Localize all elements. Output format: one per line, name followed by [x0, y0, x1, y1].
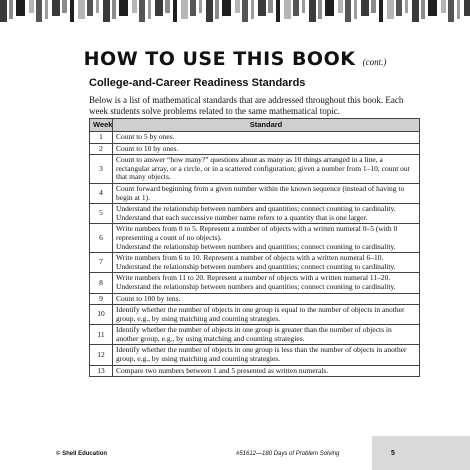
standard-cell — [113, 293, 420, 305]
banner-stripe — [112, 0, 116, 19]
table-header-row — [90, 119, 420, 132]
standard-cell — [113, 345, 420, 365]
intro-line: students solve problems related to the same mathematical topic. — [110, 105, 340, 116]
table-row — [90, 345, 420, 365]
standards-table-body — [90, 132, 420, 377]
week-cell: 5 — [90, 204, 113, 224]
banner-stripe — [132, 0, 137, 13]
week-cell: 7 — [90, 253, 113, 273]
standard-cell — [113, 143, 420, 155]
week-cell: 8 — [90, 273, 113, 293]
banner-stripe — [235, 0, 240, 13]
standard-text: Understand the relationship between numbers and quantities; connect counting to cardinality. — [116, 204, 396, 214]
banner-stripe — [379, 0, 383, 22]
copyright-text: © Shell Education — [56, 451, 108, 457]
banner-stripe — [371, 0, 376, 13]
standard-text: Understand the relationship between numbers and quantities; connect counting to cardinality. — [116, 261, 396, 271]
standard-text: Write numbers from 0 to 5. Represent a number of objects with a written numeral 0–5 (with 0 representing a count of no objects). — [116, 224, 398, 242]
standard-text: Identify whether the number of objects in one group is less than the number of objects in another group, e.g., by using matching and counting strategies. — [116, 345, 407, 364]
book-reference: #51612—180 Days of Problem Solving — [236, 451, 340, 457]
standard-cell — [113, 155, 420, 184]
table-row — [90, 293, 420, 305]
header-week: Week — [90, 119, 113, 132]
week-cell: 9 — [90, 293, 113, 305]
standard-cell — [113, 305, 420, 325]
standard-cell — [113, 132, 420, 144]
banner-stripe — [276, 0, 280, 22]
standard-cell — [113, 224, 420, 253]
banner-stripe — [52, 0, 60, 16]
intro-line: Below is a list of mathematical standards that are addressed throughout this book. Each week — [89, 95, 404, 116]
standard-text: Understand the relationship between numbers and quantities; connect counting to cardinality. — [116, 241, 396, 251]
page-title — [0, 48, 470, 70]
standard-cell — [113, 325, 420, 345]
banner-stripe — [103, 0, 110, 22]
standard-text: Identify whether the number of objects in one group is equal to the number of objects in another group, e.g., by using matching and counting strategies. — [116, 305, 405, 323]
week-cell: 10 — [90, 305, 113, 325]
banner-stripe — [242, 0, 248, 22]
week-cell: 4 — [90, 183, 113, 203]
week-cell: 1 — [90, 132, 113, 144]
standard-text: Compare two numbers between 1 and 5 presented as written numerals. — [116, 365, 329, 375]
banner-stripe — [387, 0, 394, 19]
decorative-stripe-banner — [0, 0, 470, 22]
banner-stripe — [412, 0, 419, 22]
standard-text: Count to answer “how many?” questions about as many as 10 things arranged in a line, a rectangular array, or a circle, or in a scattered configuration; given a number from 1–10, count out that many objects. — [116, 155, 410, 182]
standard-cell — [113, 273, 420, 293]
standard-cell — [113, 183, 420, 203]
week-cell: 11 — [90, 325, 113, 345]
banner-stripe — [190, 0, 196, 16]
banner-stripe — [181, 0, 188, 19]
table-row — [90, 224, 420, 253]
banner-stripe — [62, 0, 67, 13]
banner-stripe — [251, 0, 254, 19]
standard-text: Write numbers from 6 to 10. Represent a number of objects with a written numeral 6–10. — [116, 253, 384, 263]
table-row — [90, 143, 420, 155]
banner-stripe — [165, 0, 170, 13]
table-row — [90, 305, 420, 325]
banner-stripe — [222, 0, 231, 16]
week-cell: 6 — [90, 224, 113, 253]
table-row — [90, 183, 420, 203]
banner-stripe — [199, 0, 202, 13]
banner-stripe — [325, 0, 334, 16]
standard-text: Write numbers from 11 to 20. Represent a number of objects with a written numeral 11–20. — [116, 273, 391, 283]
banner-stripe — [464, 0, 470, 16]
banner-stripe — [268, 0, 273, 13]
standard-text: Understand that each successive number name refers to a quantity that is one larger. — [116, 212, 368, 222]
table-row — [90, 204, 420, 224]
table-row — [90, 325, 420, 345]
standard-text: Count to 10 by ones. — [116, 143, 179, 153]
banner-stripe — [16, 0, 25, 16]
week-cell: 13 — [90, 365, 113, 377]
page-title-main: HOW TO USE THIS BOOK — [83, 48, 356, 70]
banner-stripe — [448, 0, 454, 22]
banner-stripe — [345, 0, 351, 22]
banner-stripe — [70, 0, 74, 22]
banner-stripe — [87, 0, 93, 16]
banner-stripe — [9, 0, 13, 19]
banner-stripe — [354, 0, 357, 19]
banner-stripe — [45, 0, 48, 19]
standard-text: Count forward beginning from a given number within the known sequence (instead of having to begin at 1). — [116, 183, 405, 202]
banner-stripe — [139, 0, 145, 22]
banner-stripe — [215, 0, 219, 19]
header-standard: Standard — [113, 119, 420, 132]
banner-stripe — [78, 0, 85, 19]
standard-text: Identify whether the number of objects in one group is greater than the number of objects in another group, e.g., by using matching and counting strategies. — [116, 325, 392, 343]
page-title-cont: (cont.) — [362, 57, 387, 67]
banner-stripe — [405, 0, 408, 13]
week-cell: 3 — [90, 155, 113, 184]
banner-stripe — [119, 0, 128, 16]
banner-stripe — [258, 0, 266, 16]
banner-stripe — [361, 0, 369, 16]
banner-stripe — [29, 0, 34, 13]
banner-stripe — [155, 0, 163, 16]
table-row — [90, 132, 420, 144]
banner-stripe — [36, 0, 42, 22]
banner-stripe — [338, 0, 343, 13]
standard-text: Count to 5 by ones. — [116, 132, 175, 141]
standard-text: Count to 100 by tens. — [116, 293, 181, 303]
banner-stripe — [173, 0, 177, 22]
standard-cell — [113, 204, 420, 224]
banner-stripe — [396, 0, 402, 16]
banner-stripe — [284, 0, 291, 19]
banner-stripe — [293, 0, 299, 16]
page-number-tab — [372, 436, 470, 470]
standard-text: Understand the relationship between numbers and quantities; connect counting to cardinality. — [116, 281, 396, 291]
banner-stripe — [421, 0, 425, 19]
banner-stripe — [302, 0, 305, 13]
week-cell: 2 — [90, 143, 113, 155]
banner-stripe — [0, 0, 7, 22]
page-number: 5 — [391, 450, 395, 457]
standard-cell — [113, 365, 420, 377]
table-row — [90, 365, 420, 377]
banner-stripe — [441, 0, 446, 13]
table-row — [90, 273, 420, 293]
banner-stripe — [206, 0, 213, 22]
banner-stripe — [309, 0, 316, 22]
banner-stripe — [148, 0, 151, 19]
banner-stripe — [457, 0, 460, 19]
intro-paragraph — [89, 95, 419, 116]
banner-stripe — [318, 0, 322, 19]
section-heading: College-and-Career Readiness Standards — [89, 77, 306, 89]
standard-cell — [113, 253, 420, 273]
banner-stripe — [428, 0, 437, 16]
table-row — [90, 253, 420, 273]
standards-table — [89, 118, 420, 377]
week-cell: 12 — [90, 345, 113, 365]
table-row — [90, 155, 420, 184]
banner-stripe — [96, 0, 99, 13]
